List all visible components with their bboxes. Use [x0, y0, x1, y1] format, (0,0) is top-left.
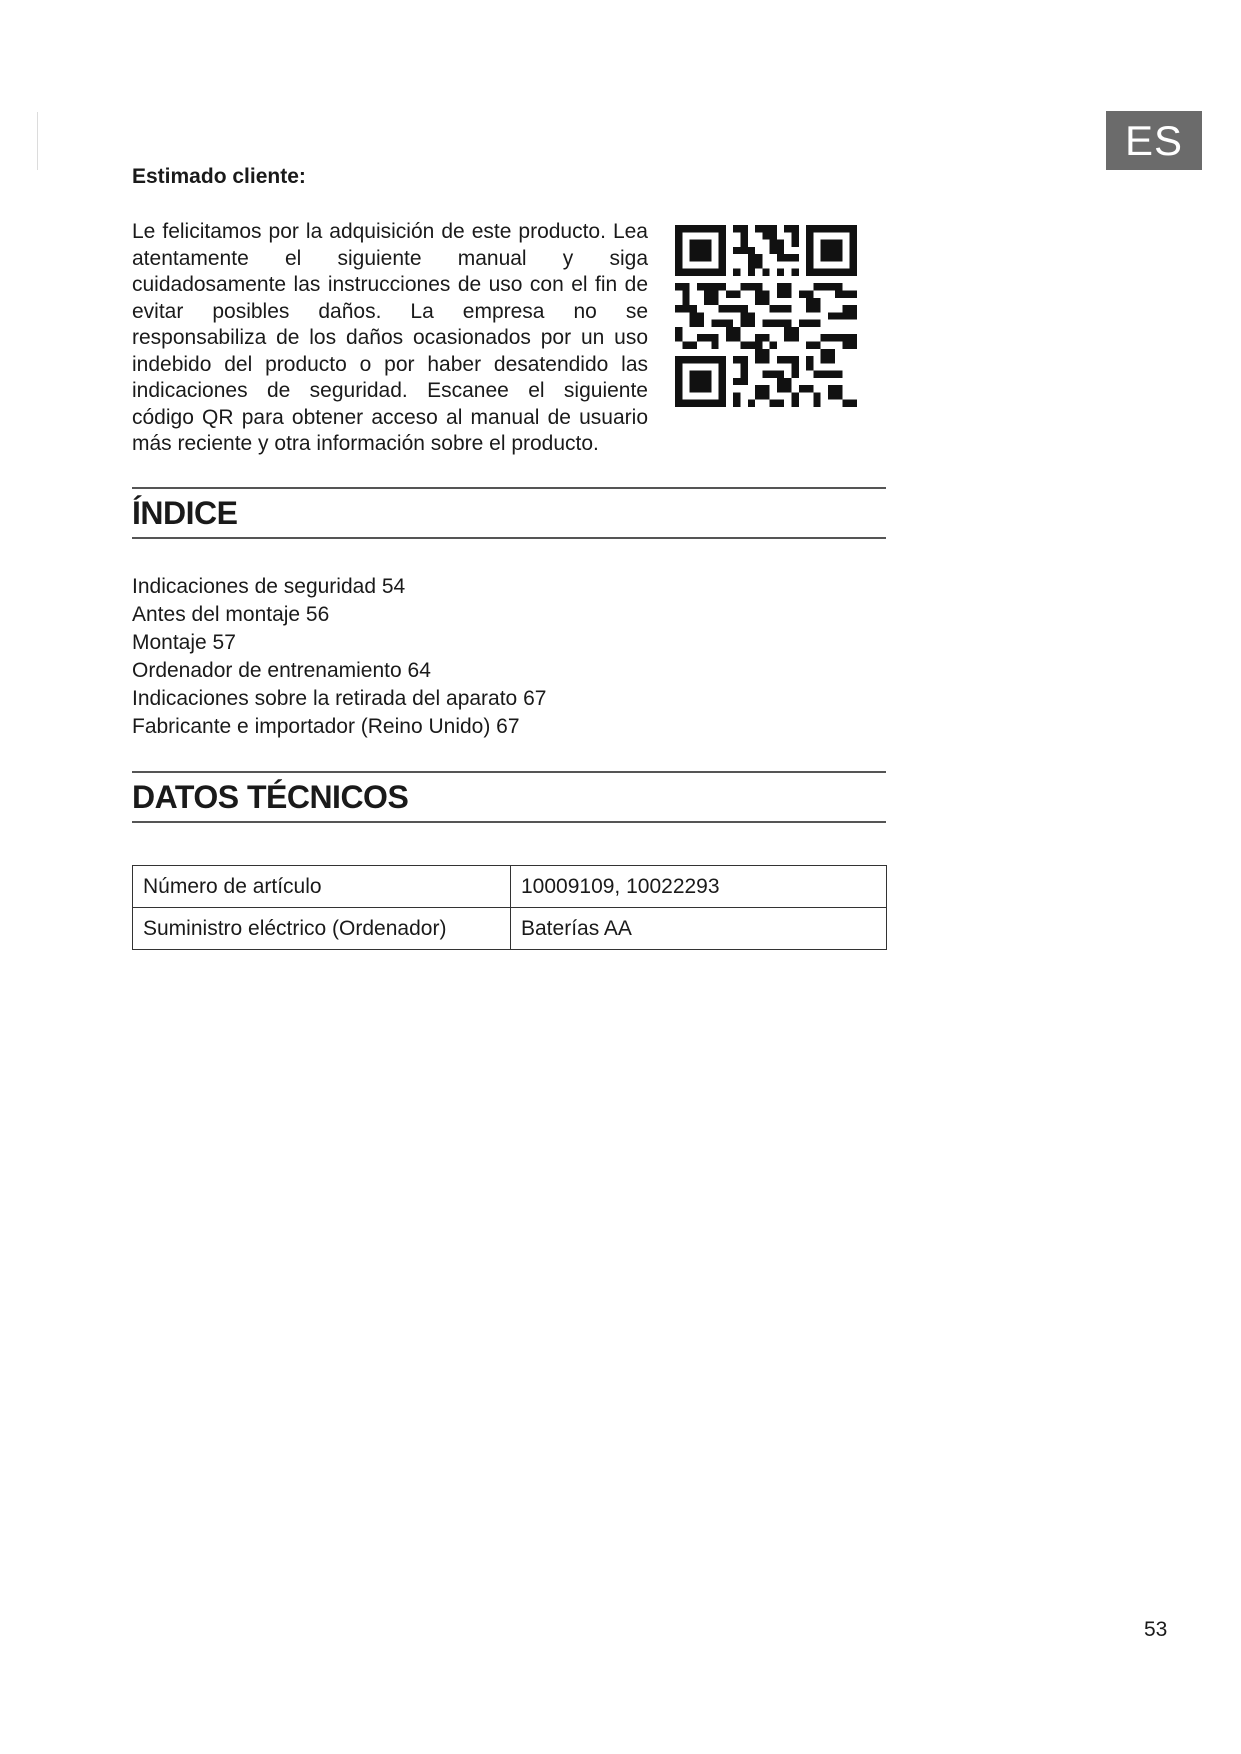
toc-item: Ordenador de entrenamiento 64 [132, 659, 431, 682]
spec-value: Baterías AA [511, 908, 887, 950]
toc-item: Indicaciones de seguridad 54 [132, 575, 406, 598]
toc-item: Indicaciones sobre la retirada del aparato 67 [132, 687, 547, 710]
tech-title: DATOS TÉCNICOS [132, 779, 409, 815]
table-row [133, 908, 887, 950]
table-row [133, 866, 887, 908]
index-heading [132, 487, 886, 539]
intro-paragraph: Le felicitamos por la adquisición de este producto. Lea atentamente el siguiente manual y siga cuidadosamente las instrucciones de uso con el fin de evitar posibles daños. La empresa no se responsabiliza de los daños ocasionados por un uso indebido del producto o por haber desatendido las indicaciones de seguridad. Escanee el siguiente código QR para obtener acceso al manual de usuario más reciente y otra información sobre el producto. [132, 220, 648, 455]
spec-value: 10009109, 10022293 [511, 866, 887, 908]
language-tab: ES [1106, 111, 1202, 170]
qr-code-icon [675, 225, 857, 407]
toc-item: Fabricante e importador (Reino Unido) 67 [132, 715, 520, 738]
greeting: Estimado cliente: [132, 165, 306, 188]
tech-specs-table [132, 865, 887, 950]
toc-item: Antes del montaje 56 [132, 603, 330, 626]
spec-label: Número de artículo [133, 866, 511, 908]
table-of-contents [132, 573, 546, 741]
spec-label: Suministro eléctrico (Ordenador) [133, 908, 511, 950]
toc-item: Montaje 57 [132, 631, 236, 654]
index-title: ÍNDICE [132, 495, 238, 531]
margin-rule [37, 112, 38, 170]
page-number: 53 [1144, 1618, 1168, 1641]
tech-heading [132, 771, 886, 823]
